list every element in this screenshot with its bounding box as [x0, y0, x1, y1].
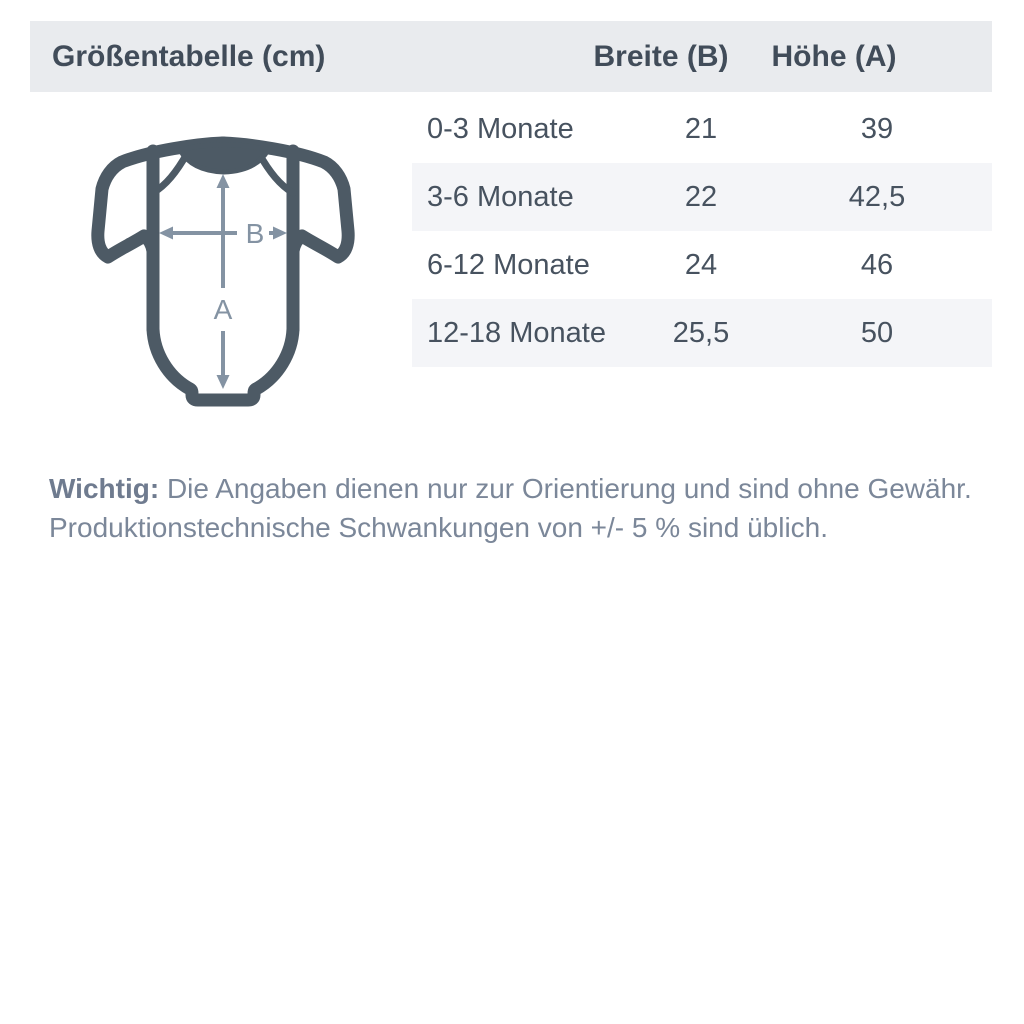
disclaimer-line1: Die Angaben dienen nur zur Orientierung und sind ohne Gewähr. — [166, 473, 972, 504]
height-value: 42,5 — [848, 180, 906, 213]
height-value: 46 — [860, 248, 894, 281]
size-label: 12-18 Monate — [427, 316, 606, 349]
table-row — [412, 231, 992, 299]
width-value: 22 — [684, 180, 718, 213]
column-header-height: Höhe (A) — [771, 40, 897, 73]
width-arrow-label: B — [245, 218, 265, 249]
size-label: 6-12 Monate — [427, 248, 590, 281]
disclaimer-note — [49, 469, 979, 547]
page-title: Größentabelle (cm) — [52, 40, 326, 73]
size-label: 3-6 Monate — [427, 180, 574, 213]
height-value: 39 — [860, 112, 894, 145]
size-label: 0-3 Monate — [427, 112, 574, 145]
size-table — [412, 95, 992, 367]
height-value: 50 — [860, 316, 894, 349]
disclaimer-lead: Wichtig: — [49, 473, 160, 504]
width-value: 25,5 — [672, 316, 730, 349]
width-value: 21 — [684, 112, 718, 145]
table-row — [412, 95, 992, 163]
table-header — [30, 21, 992, 92]
disclaimer-line2: Produktionstechnische Schwankungen von +/- 5 % sind üblich. — [49, 512, 829, 543]
height-arrow-label: A — [213, 294, 233, 325]
collar-shape — [180, 145, 268, 173]
table-row — [412, 163, 992, 231]
width-value: 24 — [684, 248, 718, 281]
baby-bodysuit-icon — [80, 125, 368, 413]
measure-arrows — [159, 174, 287, 389]
table-row — [412, 299, 992, 367]
column-header-width: Breite (B) — [593, 40, 729, 73]
